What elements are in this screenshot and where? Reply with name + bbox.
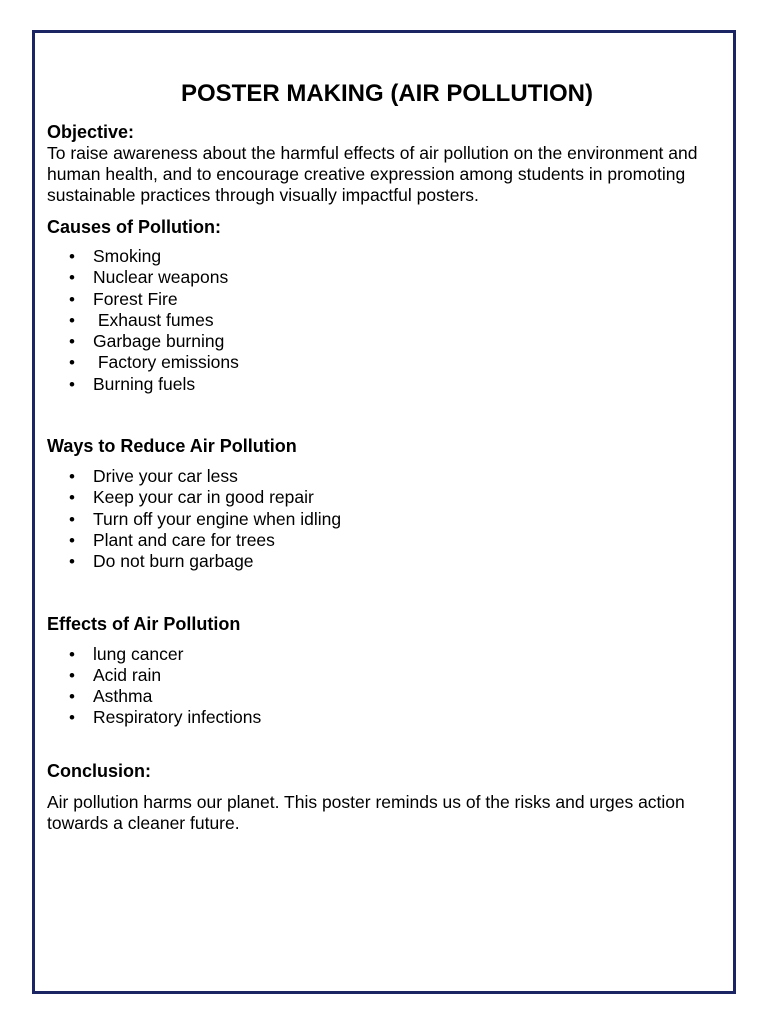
list-item (47, 644, 723, 665)
list-item (47, 246, 723, 267)
list-item (47, 665, 723, 686)
list-item (47, 466, 723, 487)
list-item (47, 374, 723, 395)
list-item (47, 289, 723, 310)
bullet-icon: • (69, 467, 75, 487)
bullet-icon: • (69, 374, 75, 394)
effects-heading: Effects of Air Pollution (47, 613, 241, 634)
bullet-icon: • (69, 552, 75, 572)
list-item (47, 509, 723, 530)
list-item (47, 686, 723, 707)
bullet-icon: • (69, 665, 75, 685)
list-item-text: Respiratory infections (93, 707, 262, 728)
list-item (47, 530, 723, 551)
bullet-icon: • (69, 247, 75, 266)
list-item (47, 487, 723, 508)
list-item-text: lung cancer (93, 643, 184, 664)
list-item (47, 551, 723, 572)
document-body (47, 78, 723, 834)
bullet-icon: • (69, 310, 75, 330)
list-item-text: Nuclear weapons (93, 267, 229, 288)
conclusion-text: Air pollution harms our planet. This poster reminds us of the risks and urges action towards a cleaner future. (47, 791, 685, 833)
objective-text: To raise awareness about the harmful effects of air pollution on the environment and human health, and to encourage creative expression among students in promoting sustainable practices through visually impactful posters. (47, 143, 698, 205)
bullet-icon: • (69, 687, 75, 707)
list-item-text: Drive your car less (93, 466, 238, 487)
bullet-icon: • (69, 353, 75, 373)
list-item-text: Turn off your engine when idling (93, 508, 342, 529)
list-item (47, 310, 723, 331)
list-item-text: Plant and care for trees (93, 529, 275, 550)
effects-list (47, 644, 723, 729)
list-item-text: Factory emissions (93, 352, 239, 373)
objective-heading: Objective: (47, 122, 135, 142)
list-item (47, 331, 723, 352)
page-title: POSTER MAKING (AIR POLLUTION) (181, 80, 593, 107)
bullet-icon: • (69, 530, 75, 550)
list-item (47, 352, 723, 373)
list-item-text: Exhaust fumes (93, 309, 214, 330)
list-item-text: Garbage burning (93, 331, 225, 352)
list-item-text: Acid rain (93, 664, 162, 685)
conclusion-heading: Conclusion: (47, 760, 151, 781)
reduce-heading: Ways to Reduce Air Pollution (47, 436, 297, 457)
list-item-text: Forest Fire (93, 288, 178, 309)
list-item-text: Asthma (93, 686, 153, 707)
list-item-text: Keep your car in good repair (93, 487, 314, 508)
bullet-icon: • (69, 488, 75, 508)
list-item-text: Do not burn garbage (93, 551, 254, 572)
list-item (47, 267, 723, 288)
bullet-icon: • (69, 509, 75, 529)
bullet-icon: • (69, 268, 75, 288)
reduce-list (47, 466, 723, 572)
bullet-icon: • (69, 332, 75, 352)
causes-list (47, 246, 723, 395)
bullet-icon: • (69, 644, 75, 664)
bullet-icon: • (69, 289, 75, 309)
list-item-text: Burning fuels (93, 373, 196, 394)
causes-heading: Causes of Pollution: (47, 217, 222, 237)
list-item (47, 707, 723, 728)
bullet-icon: • (69, 708, 75, 728)
list-item-text: Smoking (93, 246, 162, 266)
